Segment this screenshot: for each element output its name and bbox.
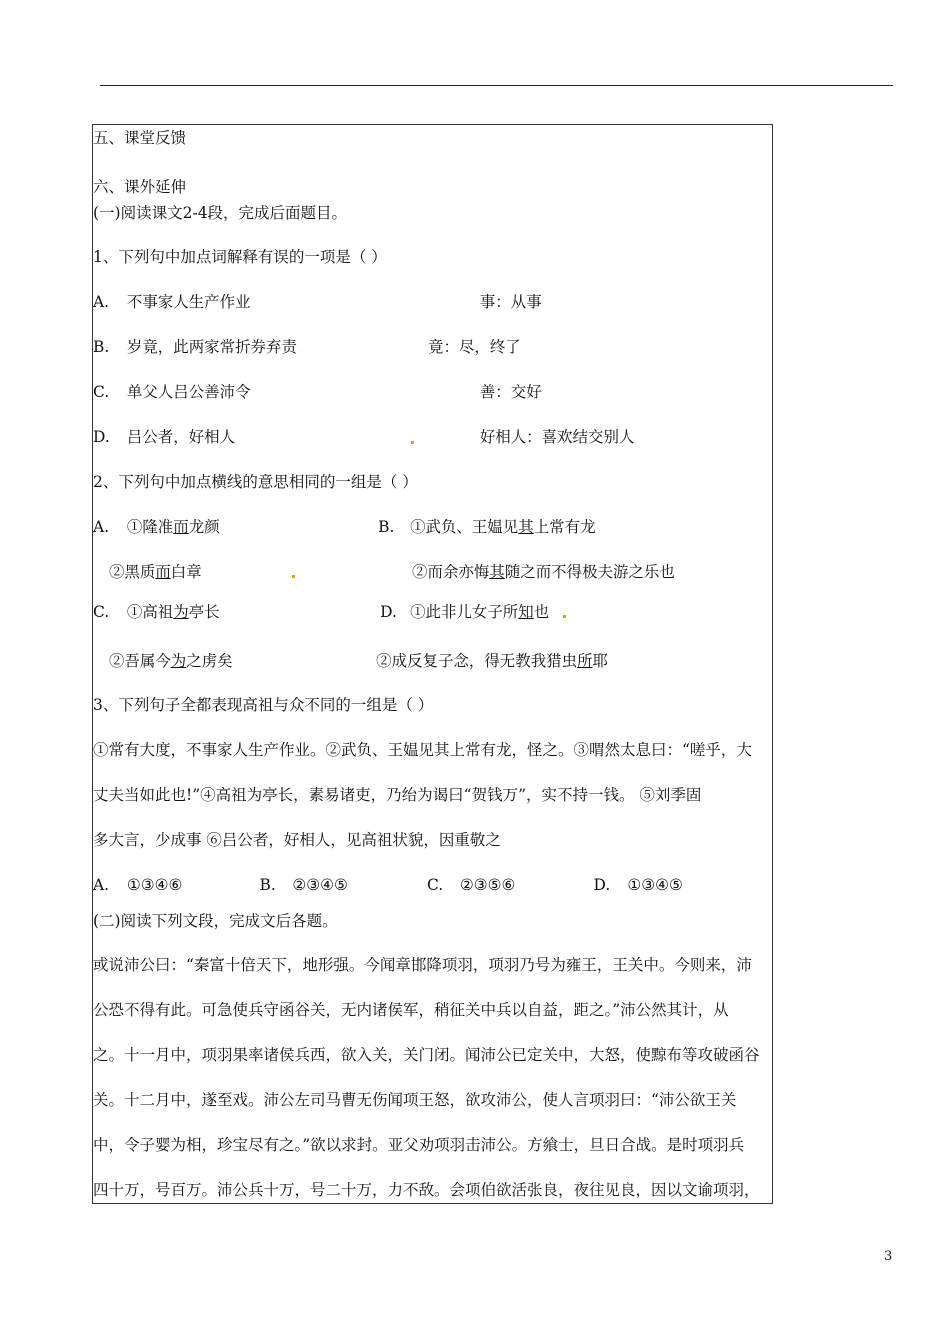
q1-option-d-sentence: 吕公者，好相人 xyxy=(126,428,236,446)
q1-option-a-sentence: 不事家人生产作业 xyxy=(126,293,251,311)
stray-mark xyxy=(563,615,566,618)
passage-line: 之。十一月中，项羽果率诸侯兵西，欲入关，关门闭。闻沛公已定关中，大怒，使黥布等攻破函谷 xyxy=(93,1046,760,1064)
q3-text-line: 多大言，少成事 ⑥吕公者，好相人，见高祖状貌，因重敬之 xyxy=(93,831,501,849)
q3-option-d-text: ①③④⑤ xyxy=(627,876,683,894)
q3-option-c-letter: C. xyxy=(427,876,444,894)
q3-stem: 3、下列句子全都表现高祖与众不同的一组是（ ） xyxy=(93,696,434,714)
q1-stem: 1、下列句中加点词解释有误的一项是（ ） xyxy=(93,248,387,266)
passage-line: 关。十二月中，遂至戏。沛公左司马曹无伤闻项王怒，欲攻沛公，使人言项羽曰：“沛公欲王关 xyxy=(93,1091,737,1109)
q1-option-b-sentence: 岁竟，此两家常折券弃责 xyxy=(126,338,297,356)
q3-option-b-letter: B. xyxy=(259,876,276,894)
stray-mark xyxy=(292,575,295,578)
q2-option-d-letter: D. xyxy=(380,603,397,621)
worksheet-frame xyxy=(92,124,773,1204)
q1-option-b-letter: B. xyxy=(93,338,110,356)
q3-text-line: 丈夫当如此也!”④高祖为亭长，素易诸吏，乃绐为谒曰“贺钱万”，实不持一钱。 ⑤刘季固 xyxy=(93,786,702,804)
stray-mark xyxy=(411,441,414,444)
q1-option-a-letter: A. xyxy=(93,293,110,311)
q2-option-d-sentence-1: ①此非儿女子所知也 xyxy=(410,603,550,621)
q2-option-d-sentence-2: ②成反复子念，得无教我猎虫所耶 xyxy=(376,652,609,670)
passage-line: 公恐不得有此。可急使兵守函谷关，无内诸侯军，稍征关中兵以自益，距之。”沛公然其计，从 xyxy=(93,1001,729,1019)
q1-option-c-gloss: 善：交好 xyxy=(479,383,542,401)
q2-option-a-letter: A. xyxy=(93,518,110,536)
page-number: 3 xyxy=(884,1249,893,1264)
q3-option-c-text: ②③⑤⑥ xyxy=(459,876,516,894)
passage-line: 四十万，号百万。沛公兵十万，号二十万，力不敌。会项伯欲活张良，夜往见良，因以文谕项羽， xyxy=(93,1181,760,1199)
passage-line: 或说沛公曰：“秦富十倍天下，地形强。今闻章邯降项羽，项羽乃号为雍王，王关中。今则来，沛 xyxy=(93,956,752,974)
passage-line: 中，令子婴为相，珍宝尽有之。”欲以求封。亚父劝项羽击沛公。方飨士，旦日合战。是时项羽兵 xyxy=(93,1136,745,1154)
q1-option-d-gloss: 好相人：喜欢结交别人 xyxy=(479,428,635,446)
q2-option-a-sentence-2: ②黑质而白章 xyxy=(108,563,202,581)
section-5-title: 五、课堂反馈 xyxy=(93,129,187,147)
q2-option-a-sentence-1: ①隆准而龙颜 xyxy=(126,518,220,536)
q2-option-c-sentence-2: ②吾属今为之虏矣 xyxy=(108,652,233,670)
q1-option-c-letter: C. xyxy=(93,383,110,401)
q2-option-c-letter: C. xyxy=(93,603,110,621)
q3-option-a-letter: A. xyxy=(93,876,110,894)
q2-option-b-sentence-1: ①武负、王媪见其上常有龙 xyxy=(410,518,596,536)
q3-option-a-text: ①③④⑥ xyxy=(126,876,183,894)
q1-option-c-sentence: 单父人吕公善沛令 xyxy=(126,383,251,401)
q2-option-b-letter: B. xyxy=(378,518,395,536)
q2-stem: 2、下列句中加点横线的意思相同的一组是（ ） xyxy=(93,473,418,491)
header-rule xyxy=(100,85,893,86)
part-1-intro: (一)阅读课文2-4段，完成后面题目。 xyxy=(93,204,348,222)
q3-text-line: ①常有大度，不事家人生产作业。②武负、王媪见其上常有龙，怪之。③喟然太息曰：“嗟乎，大 xyxy=(93,741,752,759)
q3-option-d-letter: D. xyxy=(593,876,611,894)
q2-option-b-sentence-2: ②而余亦悔其随之而不得极夫游之乐也 xyxy=(412,563,675,581)
part-2-intro: (二)阅读下列文段，完成文后各题。 xyxy=(93,912,338,930)
q3-option-b-text: ②③④⑤ xyxy=(292,876,348,894)
q2-option-c-sentence-1: ①高祖为亭长 xyxy=(126,603,220,621)
q1-option-a-gloss: 事：从事 xyxy=(479,293,542,311)
q1-option-d-letter: D. xyxy=(93,428,110,446)
q1-option-b-gloss: 竟：尽，终了 xyxy=(428,338,521,356)
section-6-title: 六、课外延伸 xyxy=(93,178,187,196)
